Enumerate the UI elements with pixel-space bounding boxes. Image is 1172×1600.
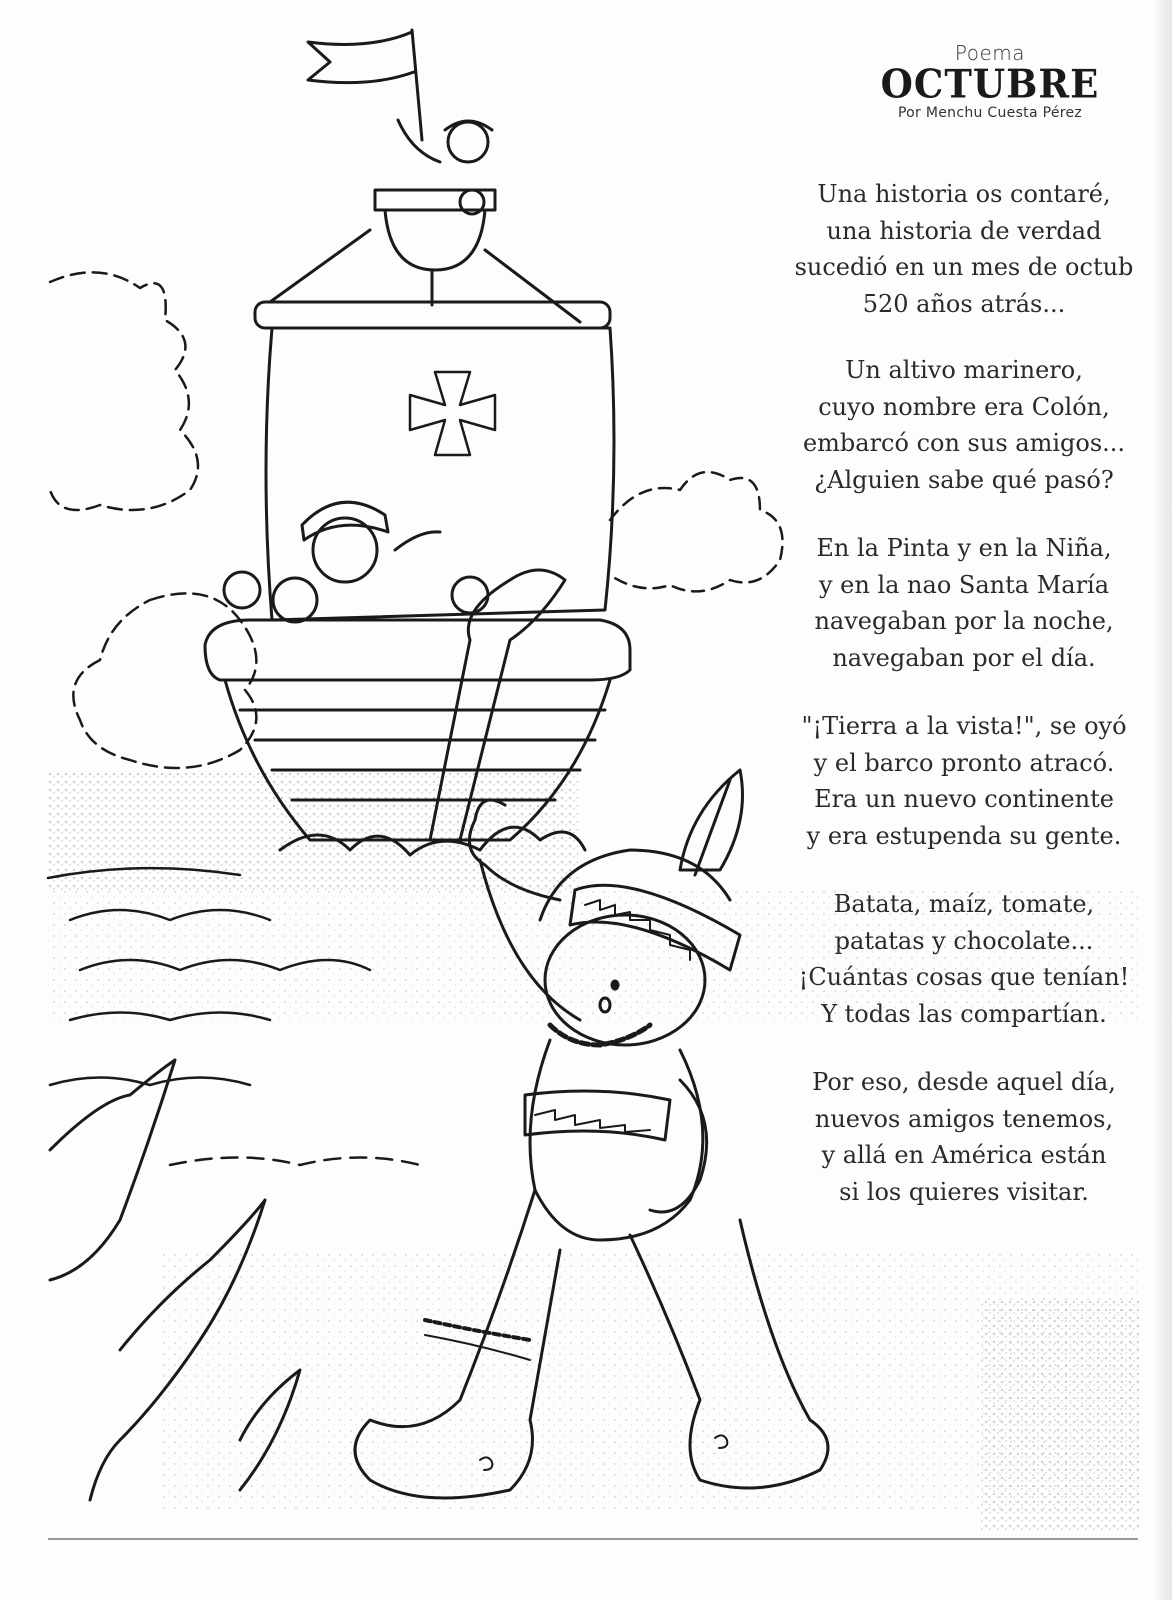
poem-line: nuevos amigos tenemos,	[814, 1104, 1114, 1133]
poem-title: OCTUBRE	[880, 60, 1100, 108]
poem-line: 520 años atrás...	[862, 289, 1066, 318]
cloud-icon	[610, 472, 783, 591]
poem-line: patatas y chocolate...	[834, 926, 1094, 955]
poem-line: navegaban por el día.	[832, 643, 1096, 672]
stanza	[778, 886, 1150, 1032]
stanza	[778, 530, 1150, 676]
poem-kicker: Poema	[954, 41, 1026, 65]
stanza	[778, 1064, 1150, 1210]
poem-line: cuyo nombre era Colón,	[818, 392, 1110, 421]
poem-line: si los quieres visitar.	[839, 1177, 1089, 1206]
page-bottom-border	[48, 1538, 1138, 1540]
stanza	[778, 708, 1150, 854]
poem-line: Batata, maíz, tomate,	[833, 890, 1095, 918]
poem-line: embarcó con sus amigos...	[802, 429, 1126, 457]
poem-author: Por Menchu Cuesta Pérez	[897, 105, 1083, 121]
poem-line: una historia de verdad	[826, 216, 1102, 245]
scan-edge	[1150, 0, 1172, 1600]
poem-line: y en la nao Santa María	[818, 570, 1110, 599]
poem-line: En la Pinta y en la Niña,	[816, 534, 1112, 562]
poem-line: Un altivo marinero,	[845, 356, 1083, 384]
poem-line: Era un nuevo continente	[814, 785, 1114, 813]
sailor-icon	[398, 120, 492, 162]
poem-line: "¡Tierra a la vista!", se oyó	[801, 712, 1127, 740]
poem-header	[870, 42, 1110, 122]
poem-line: y era estupenda su gente.	[806, 821, 1122, 850]
sailor-icon	[224, 502, 488, 622]
poem-line: Una historia os contaré,	[817, 180, 1111, 208]
stanza	[778, 352, 1150, 498]
poem-line: navegaban por la noche,	[814, 607, 1114, 635]
cloud-icon	[50, 272, 256, 768]
poem-line: Y todas las compartían.	[821, 999, 1107, 1028]
flag-icon	[308, 30, 422, 140]
poem-line: y allá en América están	[821, 1141, 1107, 1169]
stanza	[778, 176, 1150, 322]
poem-line: Por eso, desde aquel día,	[812, 1068, 1116, 1096]
poem-line: ¡Cuántas cosas que tenían!	[798, 963, 1130, 991]
poem-line: y el barco pronto atracó.	[813, 748, 1115, 777]
poem-body	[778, 176, 1150, 1242]
poem-line: sucedió en un mes de octub	[794, 253, 1134, 281]
poem-line: ¿Alguien sabe qué pasó?	[814, 465, 1114, 494]
